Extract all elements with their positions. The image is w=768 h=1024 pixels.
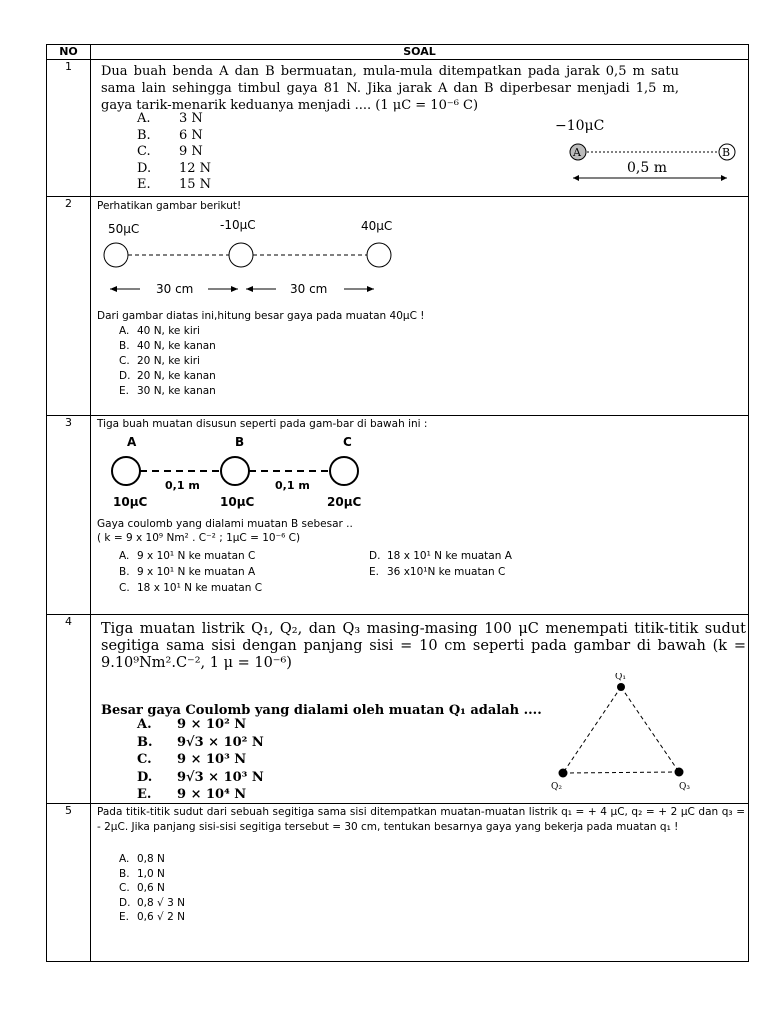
option-value: 9 x 10¹ N ke muatan C	[137, 550, 256, 562]
q3-label: Q₃	[679, 782, 690, 792]
option-value: 1,0 N	[137, 867, 165, 880]
arrow-left-icon	[573, 175, 579, 181]
question-row-3	[47, 416, 749, 615]
question-intro: Tiga buah muatan disusun seperti pada gam-bar di bawah ini :	[97, 418, 428, 430]
triangle-side	[563, 772, 679, 773]
option-key: D.	[137, 769, 153, 785]
distance-1-label: 30 cm	[156, 282, 194, 296]
option-value: 0,6 N	[137, 882, 165, 894]
option-item	[119, 369, 216, 384]
charge-b-circle	[221, 457, 249, 485]
option-key: D.	[369, 550, 381, 562]
option-value: 20 N, ke kiri	[137, 355, 200, 367]
triangle-figure	[541, 673, 741, 801]
options-list	[137, 716, 264, 804]
question-row-2	[47, 197, 749, 416]
option-item	[137, 751, 264, 769]
option-key: B.	[137, 734, 153, 750]
option-key: E.	[137, 787, 152, 802]
two-charge-figure	[491, 110, 751, 192]
option-value: 9√3 × 10² N	[177, 734, 264, 750]
header-row	[47, 45, 749, 60]
question-row-5	[47, 804, 749, 962]
arrow-right-icon	[367, 286, 374, 292]
option-key: A.	[137, 717, 152, 732]
option-key: C.	[137, 144, 151, 159]
option-value: 9 x 10¹ N ke muatan A	[137, 566, 256, 578]
question-number: 3	[47, 416, 91, 615]
charge-2-circle	[229, 243, 253, 267]
option-key: A.	[119, 550, 130, 562]
option-key: C.	[119, 355, 130, 367]
charge-c-label: C	[343, 435, 352, 449]
question-prompt: Besar gaya Coulomb yang dialami oleh muatan Q₁ adalah ....	[101, 703, 542, 718]
option-key: D.	[137, 160, 152, 176]
option-key: A.	[119, 853, 130, 865]
option-value: 3 N	[179, 111, 203, 126]
header-no: NO	[47, 45, 91, 60]
option-key: C.	[137, 752, 152, 767]
q3-point	[675, 768, 684, 777]
charge-a-label: A	[127, 435, 137, 449]
q1-label: Q₁	[615, 673, 626, 682]
option-item	[119, 384, 216, 399]
distance-1-label: 0,1 m	[165, 479, 200, 492]
option-item	[137, 111, 211, 128]
triangle-side	[621, 687, 679, 772]
option-key: A.	[119, 325, 130, 337]
option-item	[119, 354, 216, 369]
option-item	[119, 852, 185, 867]
option-item	[119, 324, 216, 339]
option-value: 0,6 √ 2 N	[137, 911, 185, 923]
charge-3-circle	[367, 243, 391, 267]
option-value: 0,8 N	[137, 853, 165, 865]
charge-3-label: 40μC	[361, 219, 393, 233]
charge-label: −10μC	[555, 118, 605, 134]
option-key: B.	[119, 867, 130, 880]
option-value: 9 N	[179, 144, 203, 159]
arrow-right-icon	[721, 175, 727, 181]
triangle-side	[563, 687, 621, 773]
option-item	[137, 769, 264, 787]
option-key: B.	[119, 566, 130, 578]
charge-a-label: A	[573, 146, 581, 159]
option-value: 0,8 √ 3 N	[137, 896, 185, 909]
question-text: Dua buah benda A dan B bermuatan, mula-mula ditempatkan pada jarak 0,5 m satu sama lain sehingga timbul gaya 81 N. Jika jarak A dan B diperbesar menjadi 1,5 m, gaya tarik-menarik keduanya menjadi .... (1 μC = 10⁻⁶ C)	[101, 64, 679, 113]
question-number: 5	[47, 804, 91, 962]
option-value: 12 N	[179, 160, 212, 176]
option-key: B.	[119, 340, 130, 352]
three-charge-figure	[96, 215, 396, 300]
option-key: E.	[137, 177, 151, 192]
three-charge-figure	[105, 433, 375, 511]
option-value: 9 × 10² N	[177, 717, 247, 732]
charge-c-value: 20μC	[327, 495, 362, 509]
option-item	[119, 867, 185, 882]
option-item	[369, 564, 619, 580]
charge-b-label: B	[235, 435, 245, 449]
charge-c-circle	[330, 457, 358, 485]
charge-1-label: 50μC	[108, 222, 140, 236]
header-soal: SOAL	[91, 45, 749, 60]
question-text: Gaya coulomb yang dialami muatan B sebesar ..	[97, 518, 353, 530]
option-value: 15 N	[179, 177, 212, 192]
options-list	[119, 324, 216, 399]
charge-b-label: B	[722, 146, 731, 159]
option-value: 6 N	[179, 127, 203, 143]
option-item	[119, 339, 216, 354]
option-key: C.	[119, 582, 130, 594]
q1-point	[617, 683, 625, 691]
charge-a-circle	[112, 457, 140, 485]
distance-2-label: 30 cm	[290, 282, 328, 296]
option-item	[119, 881, 185, 896]
q2-point	[559, 769, 568, 778]
option-value: 9 × 10³ N	[177, 752, 247, 767]
option-item	[119, 910, 185, 925]
charge-a-value: 10μC	[113, 495, 148, 509]
question-row-4	[47, 615, 749, 804]
options-grid	[119, 548, 619, 596]
distance-label: 0,5 m	[627, 160, 667, 176]
charge-1-circle	[104, 243, 128, 267]
option-item	[137, 734, 264, 752]
option-value: 36 x10¹N ke muatan C	[387, 566, 506, 578]
option-value: 30 N, ke kanan	[137, 385, 216, 397]
option-key: B.	[137, 127, 151, 143]
option-item	[137, 161, 211, 178]
question-row-1	[47, 60, 749, 197]
question-number: 2	[47, 197, 91, 416]
option-value: 9 × 10⁴ N	[177, 787, 247, 802]
option-item	[369, 548, 619, 564]
option-value: 40 N, ke kanan	[137, 340, 216, 352]
exam-table	[46, 44, 749, 962]
option-key: E.	[119, 385, 129, 397]
options-list	[119, 852, 185, 925]
question-number: 1	[47, 60, 91, 197]
option-item	[137, 786, 264, 804]
options-list	[137, 111, 211, 194]
option-item	[137, 128, 211, 145]
option-key: E.	[369, 566, 379, 578]
option-key: D.	[119, 896, 131, 909]
option-item	[119, 564, 369, 580]
option-item	[119, 580, 369, 596]
question-text: Dari gambar diatas ini,hitung besar gaya pada muatan 40μC !	[97, 310, 425, 322]
distance-2-label: 0,1 m	[275, 479, 310, 492]
question-number: 4	[47, 615, 91, 804]
option-value: 18 x 10¹ N ke muatan C	[137, 582, 263, 594]
arrow-right-icon	[231, 286, 238, 292]
option-value: 20 N, ke kanan	[137, 370, 216, 382]
option-item	[137, 144, 211, 161]
q2-label: Q₂	[551, 782, 562, 792]
option-value: 9√3 × 10³ N	[177, 769, 264, 785]
option-item	[119, 896, 185, 911]
option-value: 40 N, ke kiri	[137, 325, 200, 337]
question-intro: Perhatikan gambar berikut!	[97, 200, 242, 212]
option-key: D.	[119, 370, 131, 382]
constants-text: ( k = 9 x 10⁹ Nm² . C⁻² ; 1μC = 10⁻⁶ C)	[97, 532, 301, 544]
arrow-left-icon	[246, 286, 253, 292]
option-value: 18 x 10¹ N ke muatan A	[387, 550, 512, 562]
option-item	[119, 548, 369, 564]
charge-b-value: 10μC	[220, 495, 255, 509]
charge-2-label: -10μC	[220, 218, 256, 232]
option-key: C.	[119, 882, 130, 894]
question-text: Tiga muatan listrik Q₁, Q₂, dan Q₃ masing-masing 100 μC menempati titik-titik sudut segitiga sama sisi dengan panjang sisi = 10 cm seperti pada gambar di bawah (k = 9.10⁹Nm².C⁻², 1 μ = 10⁻⁶)	[101, 621, 746, 671]
option-item	[137, 177, 211, 194]
question-text: Pada titik-titik sudut dari sebuah segitiga sama sisi ditempatkan muatan-muatan listrik q₁ = + 4 μC, q₂ = + 2 μC dan q₃ = - 2μC. Jika panjang sisi-sisi segitiga tersebut = 30 cm, tentukan besarnya gaya yang bekerja pada muatan q₁ !	[97, 806, 745, 833]
option-key: A.	[137, 111, 151, 126]
option-key: E.	[119, 911, 129, 923]
option-item	[137, 716, 264, 734]
arrow-left-icon	[110, 286, 117, 292]
